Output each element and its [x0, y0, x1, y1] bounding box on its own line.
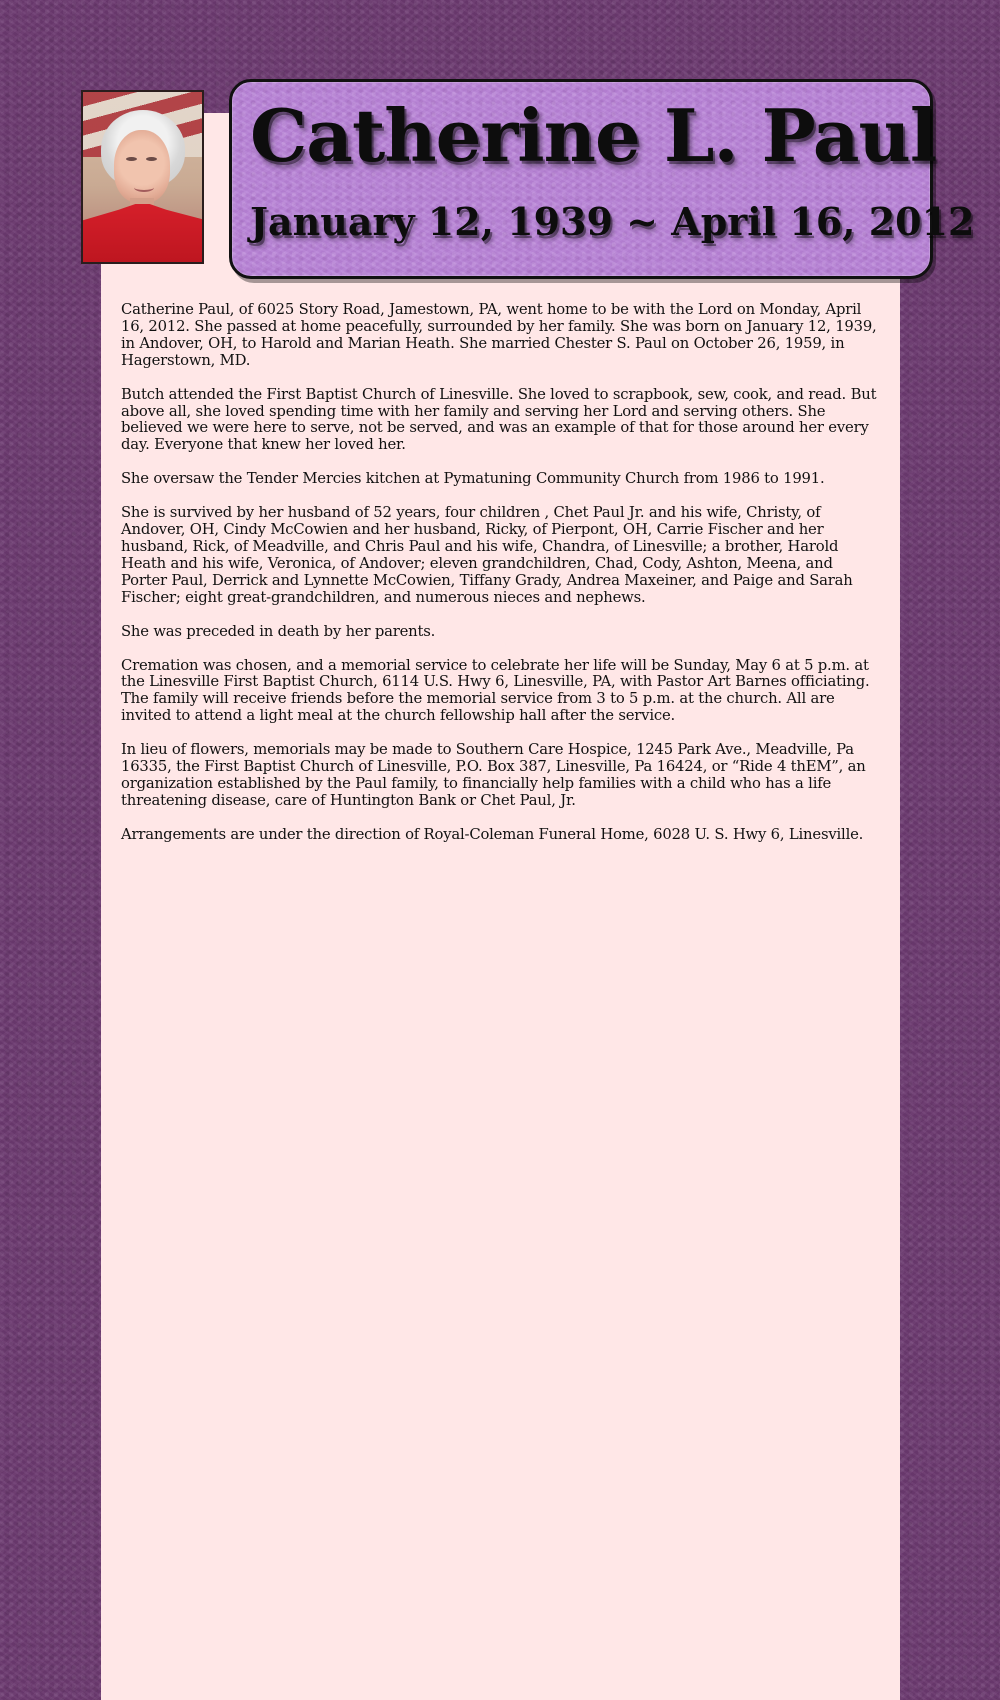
portrait-photo [81, 90, 204, 264]
portrait-shirt [83, 204, 202, 262]
obituary-paragraph-6: Cremation was chosen, and a memorial service to celebrate her life will be Sunday, May 6 at 5 p.m. at the Linesville First Baptist Church, 6114 U.S. Hwy 6, Linesville, PA, with Pastor Art Barnes officiating. The family will receive friends before the memorial service from 3 to 5 p.m. at the church. All are invited to attend a light meal at the church fellowship hall after the service. [121, 656, 870, 725]
obituary-paragraph-8: Arrangements are under the direction of Royal-Coleman Funeral Home, 6028 U. S. Hwy 6, Linesville. [121, 825, 864, 843]
title-card [229, 79, 975, 279]
obituary-paragraph-2: Butch attended the First Baptist Church of Linesville. She loved to scrapbook, sew, cook, and read. But above all, she loved spending time with her family and serving her Lord and serving others. She believed we were here to serve, not be served, and was an example of that for those around her every day. Everyone that knew her loved her. [121, 385, 877, 454]
life-dates: January 12, 1939 ~ April 16, 2012 [250, 199, 975, 244]
obituary-paragraph-7: In lieu of flowers, memorials may be made to Southern Care Hospice, 1245 Park Ave., Meadville, Pa 16335, the First Baptist Church of Linesville, P.O. Box 387, Linesville, Pa 16424, or “Ride 4 thEM”, an organization established by the Paul family, to financially help families with a child who has a life threatening disease, care of Huntington Bank or Chet Paul, Jr. [121, 741, 866, 809]
portrait-right-eye [146, 157, 157, 161]
portrait-face [114, 130, 170, 203]
portrait-left-eye [126, 157, 137, 161]
obituary-paragraph-3: She oversaw the Tender Mercies kitchen at Pymatuning Community Church from 1986 to 1991. [121, 470, 825, 488]
obituary-text [121, 302, 883, 861]
deceased-name: Catherine L. Paul [250, 93, 937, 178]
portrait-mouth [134, 183, 154, 192]
obituary-paragraph-1: Catherine Paul, of 6025 Story Road, Jamestown, PA, went home to be with the Lord on Monday, April 16, 2012. She passed at home peacefully, surrounded by her family. She was born on January 12, 1939, in Andover, OH, to Harold and Marian Heath. She married Chester S. Paul on October 26, 1959, in Hagerstown, MD. [121, 301, 877, 369]
obituary-paragraph-4: She is survived by her husband of 52 years, four children , Chet Paul Jr. and his wife, Christy, of Andover, OH, Cindy McCowien and her husband, Ricky, of Pierpont, OH, Carrie Fischer and her husband, Rick, of Meadville, and Chris Paul and his wife, Chandra, of Linesville; a brother, Harold Heath and his wife, Veronica, of Andover; eleven grandchildren, Chad, Cody, Ashton, Meena, and Porter Paul, Derrick and Lynnette McCowien, Tiffany Grady, Andrea Maxeiner, and Paige and Sarah Fischer; eight great-grandchildren, and numerous nieces and nephews. [121, 504, 853, 606]
obituary-paragraph-5: She was preceded in death by her parents. [121, 622, 436, 640]
